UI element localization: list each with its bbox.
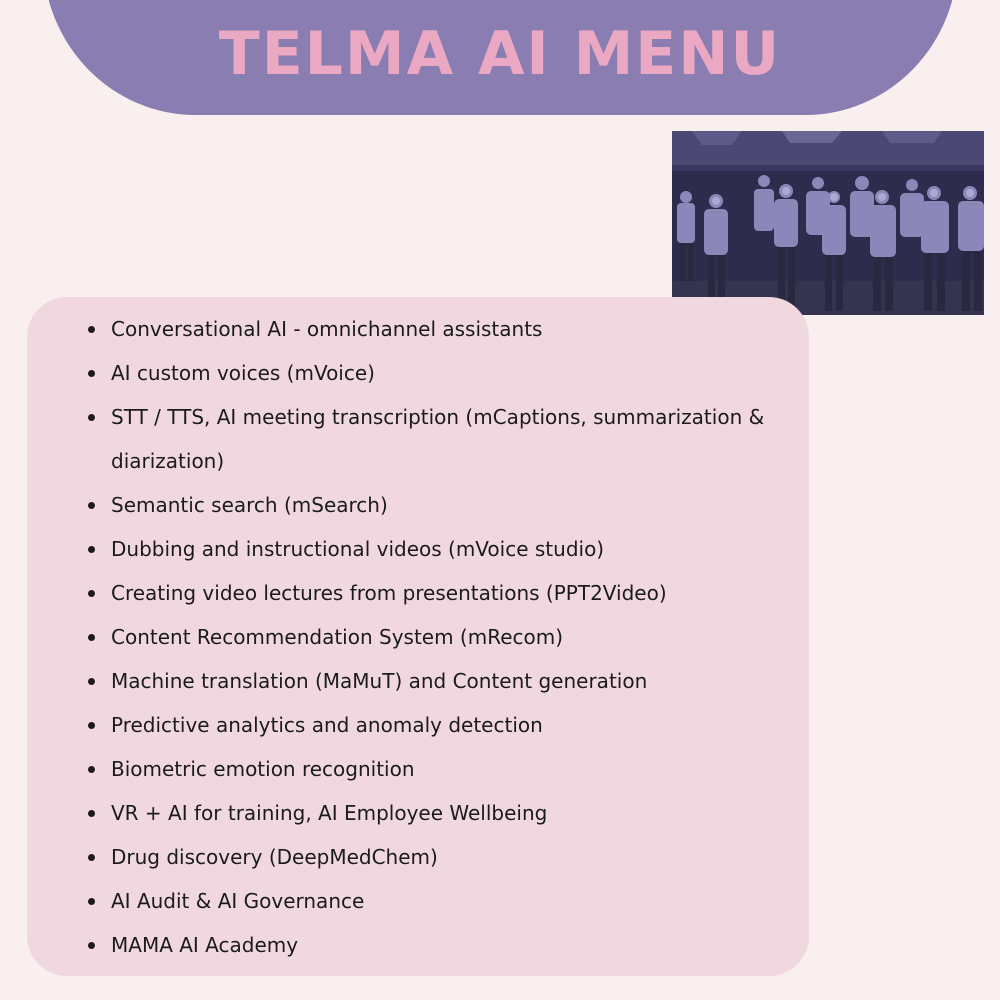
list-item: Semantic search (mSearch) [84,483,774,527]
list-item: Drug discovery (DeepMedChem) [84,835,774,879]
team-photo [672,131,984,315]
list-item: Dubbing and instructional videos (mVoice studio) [84,527,774,571]
list-item: Creating video lectures from presentations (PPT2Video) [84,571,774,615]
ai-services-list [84,307,774,967]
list-item: Predictive analytics and anomaly detection [84,703,774,747]
list-item: AI custom voices (mVoice) [84,351,774,395]
list-item: VR + AI for training, AI Employee Wellbeing [84,791,774,835]
list-item: Content Recommendation System (mRecom) [84,615,774,659]
list-item: AI Audit & AI Governance [84,879,774,923]
list-item: Biometric emotion recognition [84,747,774,791]
list-item: STT / TTS, AI meeting transcription (mCaptions, summarization & diarization) [84,395,774,483]
list-item: Machine translation (MaMuT) and Content generation [84,659,774,703]
page-title: TELMA AI MENU [218,19,782,89]
sound-waveform-icon [876,906,972,972]
list-item: Conversational AI - omnichannel assistants [84,307,774,351]
list-item: MAMA AI Academy [84,923,774,967]
